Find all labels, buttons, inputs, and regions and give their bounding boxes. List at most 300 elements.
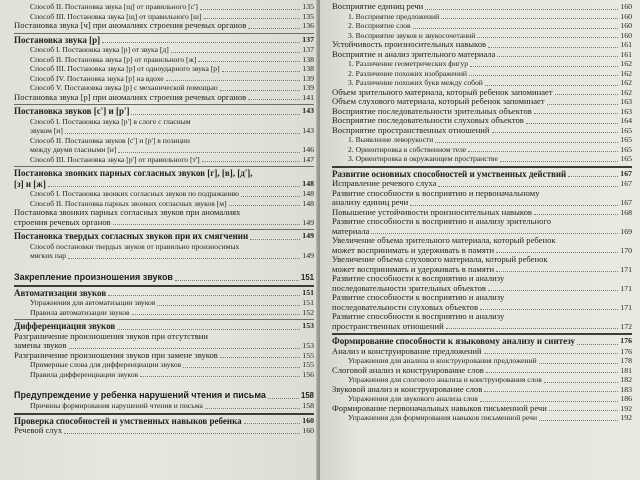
toc-page-number: 156 [302,369,314,379]
toc-entry-title: Упражнения для слогового анализа и конструирования слов [348,375,542,384]
toc-entry [332,366,632,376]
toc-entry-title: Постановка звука [р] [14,34,101,45]
toc-entry-title: Закрепление произношения звуков [14,271,173,282]
toc-page-number: 148 [302,189,314,198]
toc-page-number: 172 [620,321,632,331]
toc-entry [332,50,632,60]
toc-page-number: 138 [302,54,314,64]
toc-entry-title: Формирование способности к языковому анализу и синтезу [332,336,576,346]
dot-leader [413,28,619,29]
section-divider [14,285,314,287]
toc-page-number: 135 [302,11,314,21]
dot-leader [248,28,300,29]
toc-page-number: 164 [620,116,632,125]
dot-leader [496,252,618,253]
toc-entry-title: Причины формирования нарушений чтения и письма [30,401,203,410]
toc-page-number: 158 [302,401,314,410]
toc-page-number: 147 [302,154,314,164]
toc-page-number: 162 [620,68,632,78]
toc-entry-title: [з] и [ж] [14,178,46,189]
toc-page-number: 160 [620,21,632,30]
dot-leader [131,114,300,115]
toc-entry-title: Анализ и конструирование предложений [332,346,482,356]
toc-entry-title: 2. Восприятие слов [348,21,411,30]
dot-leader [484,391,618,392]
toc-entry-title: Способ II. Постановка звука [щ] от правильного [с'] [30,2,198,11]
toc-page-number: 137 [302,34,314,44]
toc-page-number: 137 [302,45,314,54]
toc-entry-title: Восприятие последовательности зрительных объектов [332,106,532,116]
toc-entry-title: Способ I. Постановка звонких согласных звуков по подражанию [30,189,239,198]
toc-entry [332,217,632,227]
toc-entry-title: Упражнения для анализа и конструирования предложений [348,356,537,365]
toc-entry [332,107,632,117]
toc-page-number: 149 [302,217,314,227]
toc-page-number: 158 [300,391,314,400]
toc-entry [14,308,314,318]
toc-page-number: 161 [620,40,632,49]
toc-entry-title: Способ I. Постановка звука [р'] в слоге с гласным [30,116,191,126]
section-divider [332,333,632,335]
toc-page-number: 181 [620,365,632,375]
dot-leader [69,348,301,349]
toc-entry-title: замены звуков [14,341,67,350]
toc-page-number: 151 [300,272,314,282]
toc-page-number: 148 [302,178,314,188]
toc-page-number: 151 [302,298,314,307]
left-page [0,0,318,480]
dot-leader [268,398,299,399]
dot-leader [438,186,618,187]
toc-entry [332,179,632,189]
toc-section [14,106,314,117]
toc-entry-title: последовательности слуховых объектов [332,302,479,312]
dot-leader [425,9,618,10]
dot-leader [64,433,300,434]
dot-leader [171,52,300,53]
toc-entry [14,370,314,380]
toc-page-number: 176 [620,346,632,356]
toc-entry [14,83,314,93]
toc-page-number: 165 [620,135,632,144]
toc-entry-title: Способ II. Постановка звука [р] от правильного [ж] [30,54,197,64]
toc-page-number: 171 [620,264,632,274]
toc-page-number: 176 [620,336,632,345]
toc-entry-title: Слоговой анализ и конструирование слов [332,365,484,375]
dot-leader [166,80,301,81]
dot-leader [446,328,619,329]
toc-page-number: 141 [302,92,314,102]
toc-page-number: 160 [620,30,632,40]
toc-entry-title: Примерные слова для дифференциации звуков [30,360,182,369]
toc-entry-title: строения речевых органов [14,217,111,227]
toc-section [14,168,314,179]
toc-entry-title: Способ III. Постановка звука [щ] от правильного [ш] [30,11,202,21]
dot-leader [118,152,300,153]
toc-entry-title: Способ IV. Постановка звука [р] на вдохе [30,73,164,83]
dot-leader [202,161,301,162]
toc-entry [14,2,314,12]
toc-entry [332,293,632,303]
section-divider [332,166,632,168]
dot-leader [488,290,618,291]
section-gap [14,261,314,272]
toc-entry-title: Речевой слух [14,426,63,435]
toc-left [14,2,314,436]
toc-entry [14,242,314,252]
toc-entry [332,31,632,41]
toc-entry [332,227,632,237]
toc-entry [332,255,632,265]
dot-leader [497,56,618,57]
toc-section [14,416,314,427]
dot-leader [48,186,300,187]
toc-entry [332,375,632,385]
dot-leader [539,420,618,421]
toc-entry-title: между двумя гласными [и] [30,145,117,154]
toc-page-number: 167 [620,179,632,188]
dot-leader [468,151,618,152]
dot-leader [220,357,300,358]
toc-entry-title: 3. Ориентировка в окружающем пространстве [348,154,498,163]
toc-entry [332,189,632,199]
dot-leader [229,205,301,206]
toc-page-number: 186 [620,394,632,403]
toc-entry [14,21,314,31]
toc-entry [332,413,632,423]
dot-leader [549,410,618,411]
toc-entry [332,385,632,395]
toc-entry [14,199,314,209]
toc-chapter [14,272,314,283]
toc-entry-title: Развитие способности к восприятию и первоначальному [332,188,540,198]
dot-leader [175,280,299,281]
toc-page-number: 169 [620,226,632,236]
toc-page-number: 149 [302,231,314,240]
toc-page-number: 143 [302,106,314,115]
toc-entry-title: 3. Различение похожих букв между собой [348,78,483,87]
toc-entry-title: звуком [и] [30,126,63,135]
toc-page-number: 135 [302,2,314,11]
toc-entry-title: Способ постановки твердых звуков от правильно произносимых [30,241,240,251]
toc-entry-title: Разграничение произношения звуков при замене звуков [14,350,218,360]
toc-page-number: 136 [302,21,314,30]
toc-entry [14,126,314,136]
toc-page-number: 163 [620,97,632,106]
section-divider [14,104,314,105]
toc-entry-title: Разграничение произношения звуков при отсутствии [14,331,209,341]
toc-entry [332,78,632,88]
toc-entry [332,274,632,284]
toc-entry [14,251,314,261]
dot-leader [577,344,618,345]
toc-entry [332,236,632,246]
toc-entry [14,298,314,308]
dot-leader [488,47,618,48]
toc-entry-title: 2. Различение похожих изображений [348,68,467,78]
dot-leader [486,372,618,373]
dot-leader [435,142,618,143]
toc-page-number: 165 [620,154,632,163]
toc-chapter [14,390,314,401]
toc-entry [14,351,314,361]
toc-right [332,2,632,423]
toc-entry [14,218,314,228]
dot-leader [555,94,619,95]
toc-page-number: 183 [620,384,632,394]
toc-entry-title: Упражнения для автоматизации звуков [30,298,156,307]
toc-entry-title: анализу единиц речи [332,198,409,207]
dot-leader [470,66,618,67]
toc-entry [332,12,632,22]
toc-entry [14,426,314,436]
toc-section [332,169,632,180]
dot-leader [65,133,300,134]
toc-entry [14,360,314,370]
dot-leader [480,309,618,310]
toc-page-number: 171 [620,283,632,293]
dot-leader [534,214,618,215]
toc-entry-title: Объем зрительного материала, который ребенок запоминает [332,87,553,97]
toc-entry-title: пространственных отношений [332,321,444,331]
toc-entry [332,198,632,208]
toc-page-number: 165 [620,144,632,154]
toc-entry-title: 2. Ориентировка в собственном теле [348,144,467,154]
dot-leader [441,18,618,19]
toc-page-number: 138 [302,64,314,73]
toc-entry [14,64,314,74]
toc-page-number: 160 [302,426,314,435]
toc-entry [332,116,632,126]
toc-page-number: 192 [620,403,632,413]
dot-leader [222,71,301,72]
toc-page-number: 155 [302,350,314,360]
toc-entry-title: Постановка твердых согласных звуков при их смягчении [14,231,249,241]
dot-leader [492,132,619,133]
dot-leader [117,329,300,330]
toc-page-number: 149 [302,251,314,260]
toc-page-number: 167 [620,198,632,207]
dot-leader [485,85,618,86]
toc-entry-title: Правила дифференциации звуков [30,369,139,379]
dot-leader [140,376,300,377]
toc-section [14,179,314,190]
toc-page-number: 162 [620,59,632,68]
toc-entry [14,45,314,55]
toc-entry-title: Способ III. Постановка звука [р'] от правильного [т'] [30,154,200,164]
toc-entry [332,69,632,79]
toc-section [14,288,314,299]
toc-page-number: 160 [620,2,632,11]
toc-entry [332,208,632,218]
dot-leader [241,196,300,197]
dot-leader [371,233,618,234]
section-divider [14,166,314,167]
dot-leader [539,363,619,364]
toc-entry-title: Способ III. Постановка звука [р] от одноударного звука [р] [30,64,220,73]
toc-page-number: 162 [620,78,632,87]
toc-entry [14,93,314,103]
toc-page-number: 178 [620,356,632,365]
toc-entry [332,265,632,275]
toc-entry-title: материала [332,226,370,236]
dot-leader [480,401,618,402]
toc-entry [14,341,314,351]
dot-leader [244,423,301,424]
toc-entry [14,145,314,155]
dot-leader [205,408,300,409]
toc-entry [332,40,632,50]
toc-entry [14,332,314,342]
toc-entry-title: Увеличение объема слухового материала, который ребенок [332,255,548,264]
toc-entry [332,59,632,69]
toc-entry [14,55,314,65]
toc-entry [332,88,632,98]
toc-entry-title: Развитие способности к восприятию и анализу [332,293,505,302]
toc-entry-title: Развитие способности к восприятию и анализу [332,274,505,283]
toc-entry [14,136,314,146]
toc-entry [14,117,314,127]
toc-entry-title: Восприятие единиц речи [332,2,424,11]
dot-leader [204,18,301,19]
toc-entry-title: может воспринимать и удерживать в памяти [332,245,495,255]
toc-entry [332,2,632,12]
section-divider [14,413,314,415]
toc-page-number: 155 [302,360,314,369]
toc-entry-title: Развитие способности к восприятию и анализу [332,312,505,321]
toc-entry-title: Развитие способности к восприятию и анализу зрительного [332,217,551,226]
toc-page-number: 151 [302,287,314,297]
toc-entry-title: Устойчивость произносительных навыков [332,40,487,49]
dot-leader [183,367,300,368]
toc-entry-title: Правила автоматизации звуков [30,307,130,317]
toc-entry [14,208,314,218]
toc-page-number: 162 [620,87,632,97]
toc-page-number: 139 [302,73,314,83]
toc-entry-title: Восприятие пространственных отношений [332,125,490,135]
toc-page-number: 153 [302,321,314,330]
toc-page-number: 148 [302,198,314,208]
toc-page-number: 153 [302,341,314,350]
toc-entry-title: Постановка звонких парных согласных звуков при аномалиях [14,208,241,217]
toc-entry [14,12,314,22]
dot-leader [469,75,618,76]
toc-entry-title: Упражнения для звукового анализа слов [348,394,478,403]
dot-leader [68,258,300,259]
toc-entry [332,404,632,414]
toc-entry [332,284,632,294]
toc-entry-title: Увеличение объема зрительного материала, который ребенок [332,236,556,245]
toc-entry-title: 1. Выявление леворукости [348,135,434,144]
toc-entry [332,21,632,31]
toc-entry-title: Восприятие и анализ зрительного материала [332,49,496,59]
toc-entry-title: 1. Восприятие предложений [348,11,440,21]
dot-leader [250,239,300,240]
toc-page-number: 192 [620,413,632,422]
toc-page-number: 170 [620,245,632,255]
dot-leader [544,382,619,383]
toc-entry-title: может воспринимать и удерживать в памяти [332,264,495,274]
toc-entry [14,74,314,84]
toc-page-number: 165 [620,125,632,135]
toc-entry-title: Способ I. Постановка звука [р] от звука [д] [30,45,169,54]
toc-entry [332,154,632,164]
toc-entry [332,126,632,136]
dot-leader [568,176,618,177]
toc-entry [332,246,632,256]
toc-page-number: 139 [302,83,314,92]
toc-entry-title: Постановка звуков [с'] и [р'] [14,106,130,116]
dot-leader [484,353,619,354]
toc-entry [332,347,632,357]
dot-leader [496,271,618,272]
toc-section [14,35,314,46]
toc-page-number: 143 [302,126,314,135]
toc-entry-title: Объем слухового материала, который ребенок запоминает [332,97,545,106]
toc-entry-title: Способ II. Постановка парных звонких согласных звуков [м] [30,198,227,208]
toc-entry-title: Постановка звонких парных согласных звуков [г], [в], [д'], [14,168,253,178]
toc-page-number: 146 [302,145,314,154]
toc-entry-title: Предупреждение у ребенка нарушений чтения и письма [14,390,266,400]
toc-entry-title: Дифференциация звуков [14,321,116,331]
dot-leader [220,90,301,91]
toc-entry-title: Звуковой анализ и конструирование слов [332,384,483,394]
toc-page-number: 182 [620,375,632,384]
dot-leader [198,61,300,62]
toc-entry-title: Автоматизация звуков [14,287,107,298]
toc-entry-title: Способ II. Постановка звуков [с'] и [р'] в позиции [30,135,190,145]
toc-entry [332,135,632,145]
toc-page-number: 152 [302,307,314,317]
toc-entry-title: 1. Различение геометрических фигур [348,59,469,68]
toc-entry-title: Восприятие последовательности слуховых объектов [332,116,524,125]
toc-entry-title: последовательности зрительных объектов [332,283,486,293]
toc-entry-title: Повышение устойчивости произносительных навыков [332,207,532,217]
toc-entry-title: Исправление речевого слуха [332,179,437,188]
toc-entry [14,155,314,165]
toc-entry-title: Развитие основных способностей и умственных действий [332,168,567,179]
section-divider [14,229,314,230]
toc-entry [332,97,632,107]
section-divider [14,33,314,34]
toc-entry [332,356,632,366]
dot-leader [500,161,618,162]
section-gap [14,379,314,390]
dot-leader [477,37,618,38]
dot-leader [547,104,619,105]
dot-leader [526,123,618,124]
toc-page-number: 163 [620,106,632,116]
toc-entry [332,322,632,332]
dot-leader [108,295,300,296]
toc-entry-title: Постановка звука [р] при аномалиях строения речевых органов [14,92,247,102]
toc-page-number: 168 [620,207,632,217]
toc-section [14,321,314,332]
right-page [320,0,640,480]
toc-entry [332,303,632,313]
toc-entry-title: Формирование первоначальных навыков письменной речи [332,403,547,413]
toc-entry-title: Способ V. Постановка звука [р] с механической помощью [30,83,218,92]
toc-page-number: 171 [620,302,632,312]
toc-page-number: 161 [620,49,632,59]
toc-entry-title: мягких пар [30,251,67,260]
dot-leader [200,9,300,10]
dot-leader [102,42,300,43]
toc-entry-title: 3. Восприятие звуков и звукосочетаний [348,30,476,40]
dot-leader [410,205,618,206]
toc-entry [332,394,632,404]
toc-entry [14,189,314,199]
